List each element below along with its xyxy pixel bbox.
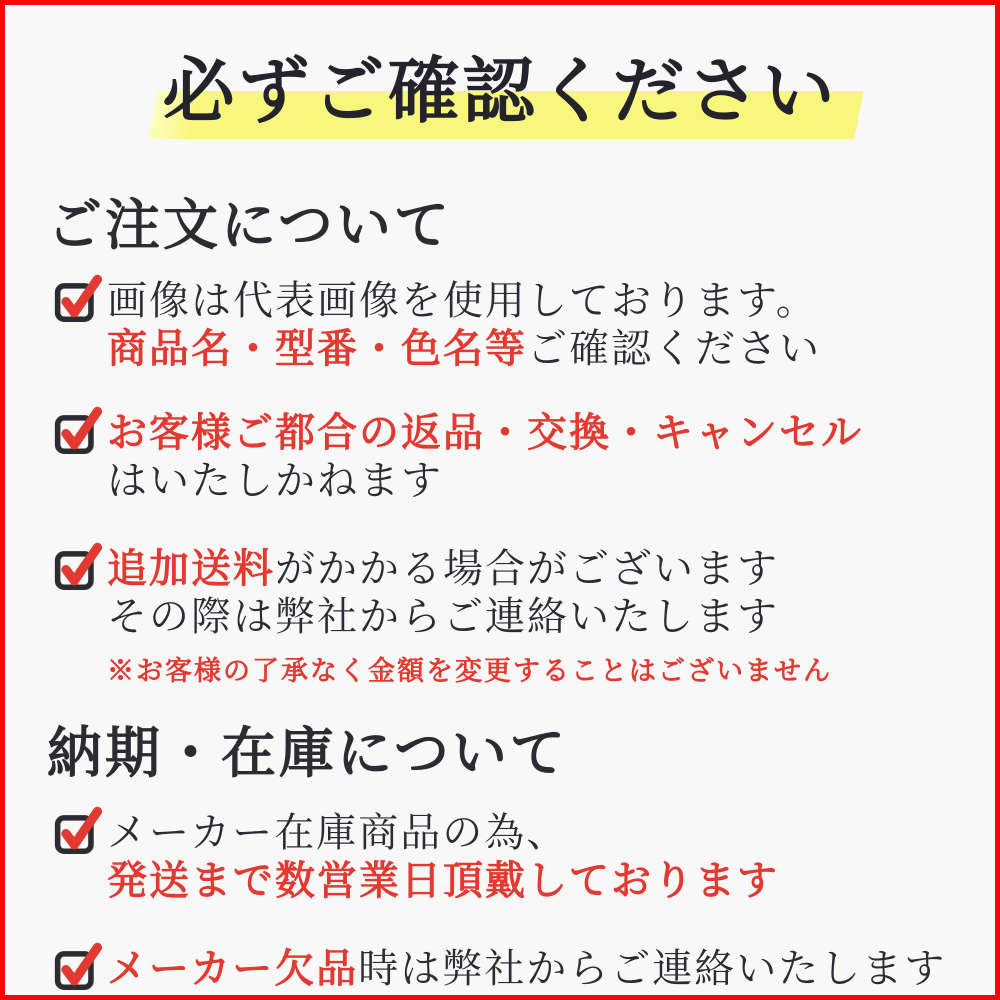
list-item-extra-shipping: [53, 545, 995, 689]
list-item-no-returns: [53, 409, 995, 505]
list-item-maker-shortage: [53, 945, 995, 993]
checkbox-checked-icon: [53, 271, 103, 323]
item5-line1-red: メーカー欠品: [107, 945, 359, 992]
item-text: [107, 545, 832, 689]
checkbox-checked-icon: [53, 803, 103, 855]
item-text: [107, 945, 946, 993]
item-text: [107, 409, 863, 505]
section-heading-delivery-stock: 納期・在庫について: [47, 720, 568, 785]
list-item-representative-image: [53, 277, 995, 373]
item-text: [107, 277, 821, 373]
item2-line2: はいたしかねます: [107, 458, 443, 504]
checkbox-checked-icon: [53, 539, 103, 591]
item2-line1-red: お客様ご都合の返品・交換・キャンセル: [107, 409, 863, 456]
item3-line2: その際は弊社からご連絡いたします: [107, 594, 779, 640]
item1-line2-rest: ご確認ください: [527, 326, 821, 372]
checkbox-checked-icon: [53, 403, 103, 455]
item4-line1: メーカー在庫商品の為、: [107, 810, 569, 856]
checkbox-checked-icon: [53, 939, 103, 991]
page-title: 必ずご確認ください: [162, 48, 838, 133]
section-heading-orders: ご注文について: [47, 192, 452, 257]
item3-line1-red: 追加送料: [107, 545, 275, 592]
item3-line1-rest: がかかる場合がございます: [275, 546, 779, 592]
item5-line1-rest: 時は弊社からご連絡いたします: [358, 946, 947, 992]
title-banner: [5, 41, 995, 145]
item3-note: ※お客様の了承なく金額を変更することはございません: [107, 656, 832, 687]
item4-line2-red: 発送まで数営業日頂戴しております: [107, 857, 779, 904]
item1-line2-red: 商品名・型番・色名等: [107, 325, 527, 372]
item-text: [107, 809, 779, 905]
item1-line1: 画像は代表画像を使用しております。: [107, 278, 818, 324]
list-item-maker-stock: [53, 809, 995, 905]
